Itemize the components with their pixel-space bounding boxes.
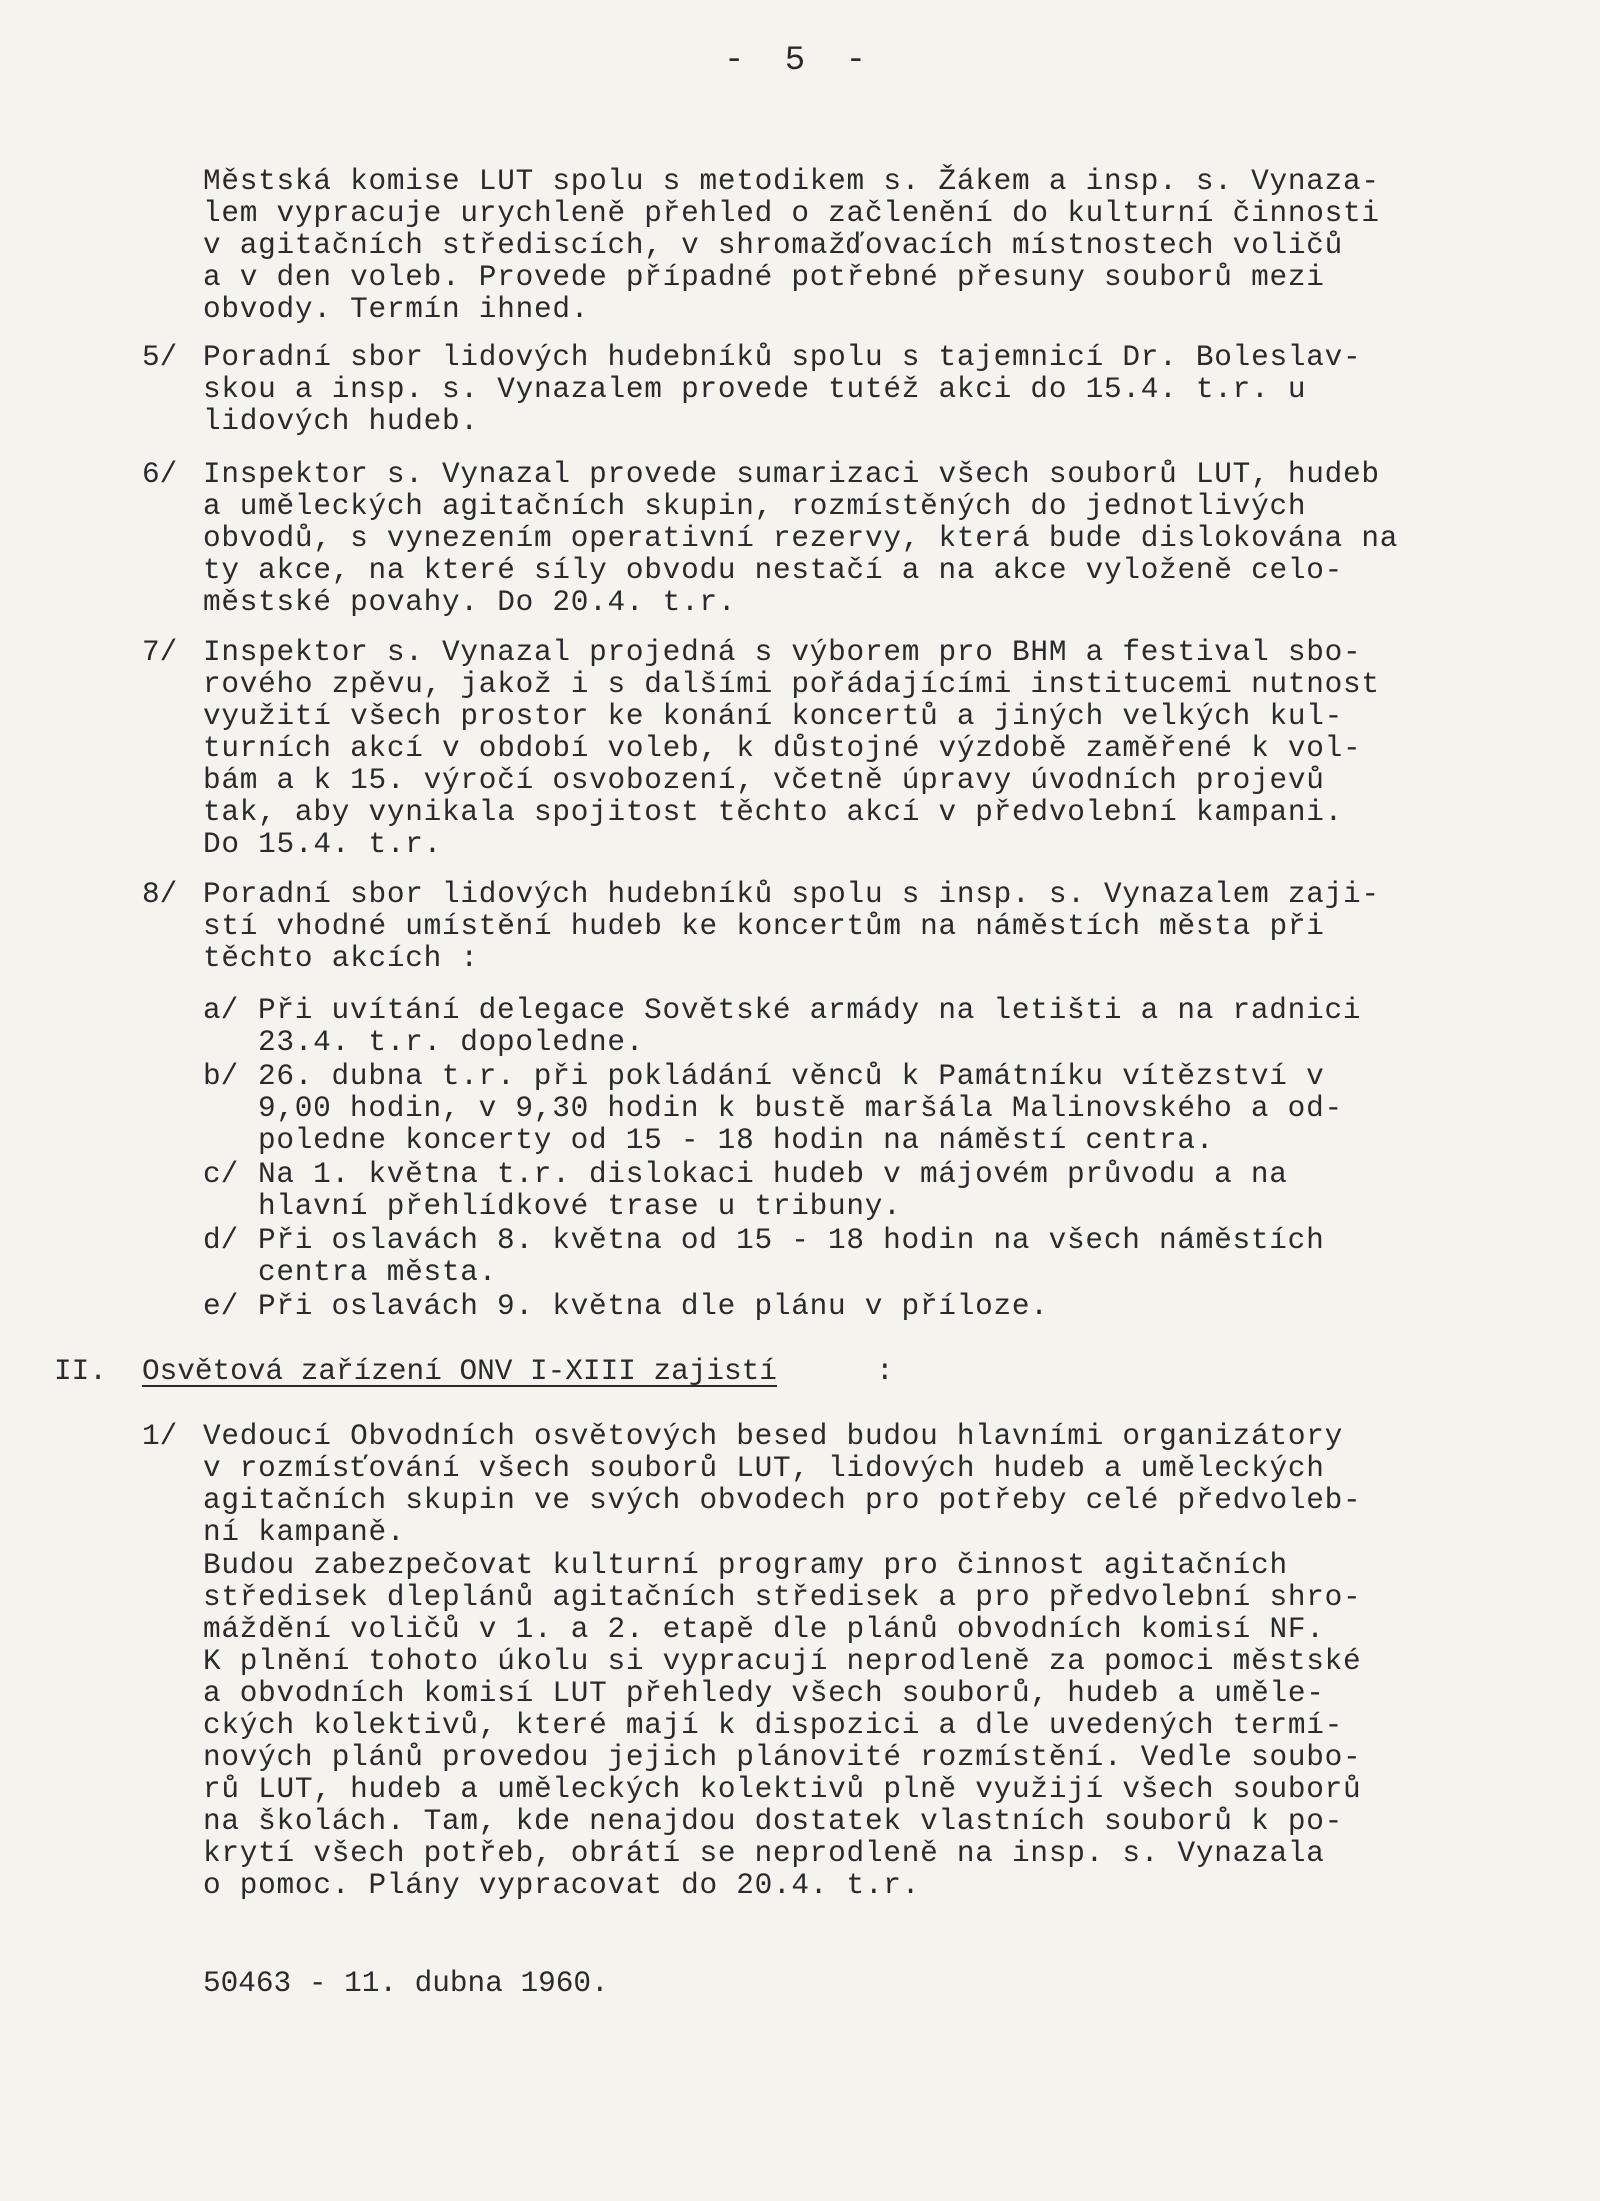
text-line: 23.4. t.r. dopoledne. xyxy=(258,1026,645,1059)
text-line: ní kampaně. xyxy=(203,1516,406,1549)
text-line: o pomoc. Plány vypracovat do 20.4. t.r. xyxy=(203,1869,921,1902)
text-line: hlavní přehlídkové trase u tribuny. xyxy=(258,1190,902,1223)
text-line: nových plánů provedou jejich plánovité rozmístění. Vedle soubo- xyxy=(203,1741,1362,1774)
text-line: Inspektor s. Vynazal provede sumarizaci všech souborů LUT, hudeb xyxy=(203,458,1380,491)
text-line: lidových hudeb. xyxy=(203,405,479,438)
text-line: tak, aby vynikala spojitost těchto akcí v předvolební kampani. xyxy=(203,796,1344,829)
text-line: máždění voličů v 1. a 2. etapě dle plánů obvodních komisí NF. xyxy=(203,1613,1325,1646)
subitem-letter: e/ xyxy=(203,1290,239,1323)
text-line: a v den voleb. Provede případné potřebné přesuny souborů mezi xyxy=(203,261,1325,294)
text-line: turních akcí v období voleb, k důstojné výzdobě zaměřené k vol- xyxy=(203,732,1362,765)
text-line: a uměleckých agitačních skupin, rozmístěných do jednotlivých xyxy=(203,490,1307,523)
text-line: městské povahy. Do 20.4. t.r. xyxy=(203,586,737,619)
text-line: skou a insp. s. Vynazalem provede tutéž akci do 15.4. t.r. u xyxy=(203,373,1307,406)
text-line: 26. dubna t.r. při pokládání věnců k Památníku vítězství v xyxy=(258,1060,1325,1093)
section-number: II. xyxy=(54,1355,107,1388)
page-number: - 5 - xyxy=(723,42,877,80)
text-line: Poradní sbor lidových hudebníků spolu s insp. s. Vynazalem zaji- xyxy=(203,878,1380,911)
text-line: 9,00 hodin, v 9,30 hodin k bustě maršála Malinovského a od- xyxy=(258,1092,1343,1125)
text-line: bám a k 15. výročí osvobození, včetně úpravy úvodních projevů xyxy=(203,764,1325,797)
text-line: Při uvítání delegace Sovětské armády na letišti a na radnici xyxy=(258,994,1362,1027)
text-line: Budou zabezpečovat kulturní programy pro činnost agitačních xyxy=(203,1549,1288,1582)
item-number: 1/ xyxy=(142,1420,178,1453)
text-line: a obvodních komisí LUT přehledy všech souborů, hudeb a uměle- xyxy=(203,1677,1325,1710)
text-line: v agitačních střediscích, v shromažďovacích místnostech voličů xyxy=(203,229,1344,262)
text-line: Při oslavách 9. května dle plánu v příloze. xyxy=(258,1290,1049,1323)
item-number: 7/ xyxy=(142,636,178,669)
text-line: ty akce, na které síly obvodu nestačí a na akce vyloženě celo- xyxy=(203,554,1344,587)
text-line: na školách. Tam, kde nenajdou dostatek vlastních souborů k po- xyxy=(203,1805,1344,1838)
text-line: poledne koncerty od 15 - 18 hodin na náměstí centra. xyxy=(258,1124,1215,1157)
text-line: v rozmísťování všech souborů LUT, lidových hudeb a uměleckých xyxy=(203,1452,1325,1485)
subitem-letter: b/ xyxy=(203,1060,239,1093)
text-line: Na 1. května t.r. dislokaci hudeb v májovém průvodu a na xyxy=(258,1158,1288,1191)
text-line: K plnění tohoto úkolu si vypracují neprodleně za pomoci městské xyxy=(203,1645,1362,1678)
section-heading-colon: : xyxy=(876,1355,894,1388)
text-line: stí vhodné umístění hudeb ke koncertům na náměstích města při xyxy=(203,910,1325,943)
text-line: obvody. Termín ihned. xyxy=(203,293,590,326)
item-number: 8/ xyxy=(142,878,178,911)
subitem-letter: a/ xyxy=(203,994,239,1027)
text-line: rového zpěvu, jakož i s dalšími pořádajícími institucemi nutnost xyxy=(203,668,1380,701)
text-line: využití všech prostor ke konání koncertů a jiných velkých kul- xyxy=(203,700,1344,733)
item-number: 6/ xyxy=(142,458,178,491)
text-line: Při oslavách 8. května od 15 - 18 hodin na všech náměstích xyxy=(258,1224,1325,1257)
section-heading: Osvětová zařízení ONV I-XIII zajistí xyxy=(142,1355,777,1388)
text-line: krytí všech potřeb, obrátí se neprodleně na insp. s. Vynazala xyxy=(203,1837,1325,1870)
item-number: 5/ xyxy=(142,341,178,374)
text-line: lem vypracuje urychleně přehled o začlenění do kulturní činnosti xyxy=(203,197,1380,230)
text-line: středisek dleplánů agitačních středisek a pro předvolební shro- xyxy=(203,1581,1362,1614)
text-line: obvodů, s vynezením operativní rezervy, která bude dislokována na xyxy=(203,522,1399,555)
text-line: Vedoucí Obvodních osvětových besed budou hlavními organizátory xyxy=(203,1420,1344,1453)
text-line: Inspektor s. Vynazal projedná s výborem pro BHM a festival sbo- xyxy=(203,636,1362,669)
text-line: centra města. xyxy=(258,1256,498,1289)
subitem-letter: c/ xyxy=(203,1158,239,1191)
text-line: Do 15.4. t.r. xyxy=(203,828,443,861)
text-line: ckých kolektivů, které mají k dispozici a dle uvedených termí- xyxy=(203,1709,1344,1742)
text-line: rů LUT, hudeb a uměleckých kolektivů plně využijí všech souborů xyxy=(203,1773,1362,1806)
text-line: agitačních skupin ve svých obvodech pro potřeby celé předvoleb- xyxy=(203,1484,1362,1517)
text-line: těchto akcích : xyxy=(203,942,479,975)
document-reference: 50463 - 11. dubna 1960. xyxy=(203,1967,609,2000)
text-line: Poradní sbor lidových hudebníků spolu s tajemnicí Dr. Boleslav- xyxy=(203,341,1362,374)
subitem-letter: d/ xyxy=(203,1224,239,1257)
text-line: Městská komise LUT spolu s metodikem s. Žákem a insp. s. Vynaza- xyxy=(203,165,1380,198)
